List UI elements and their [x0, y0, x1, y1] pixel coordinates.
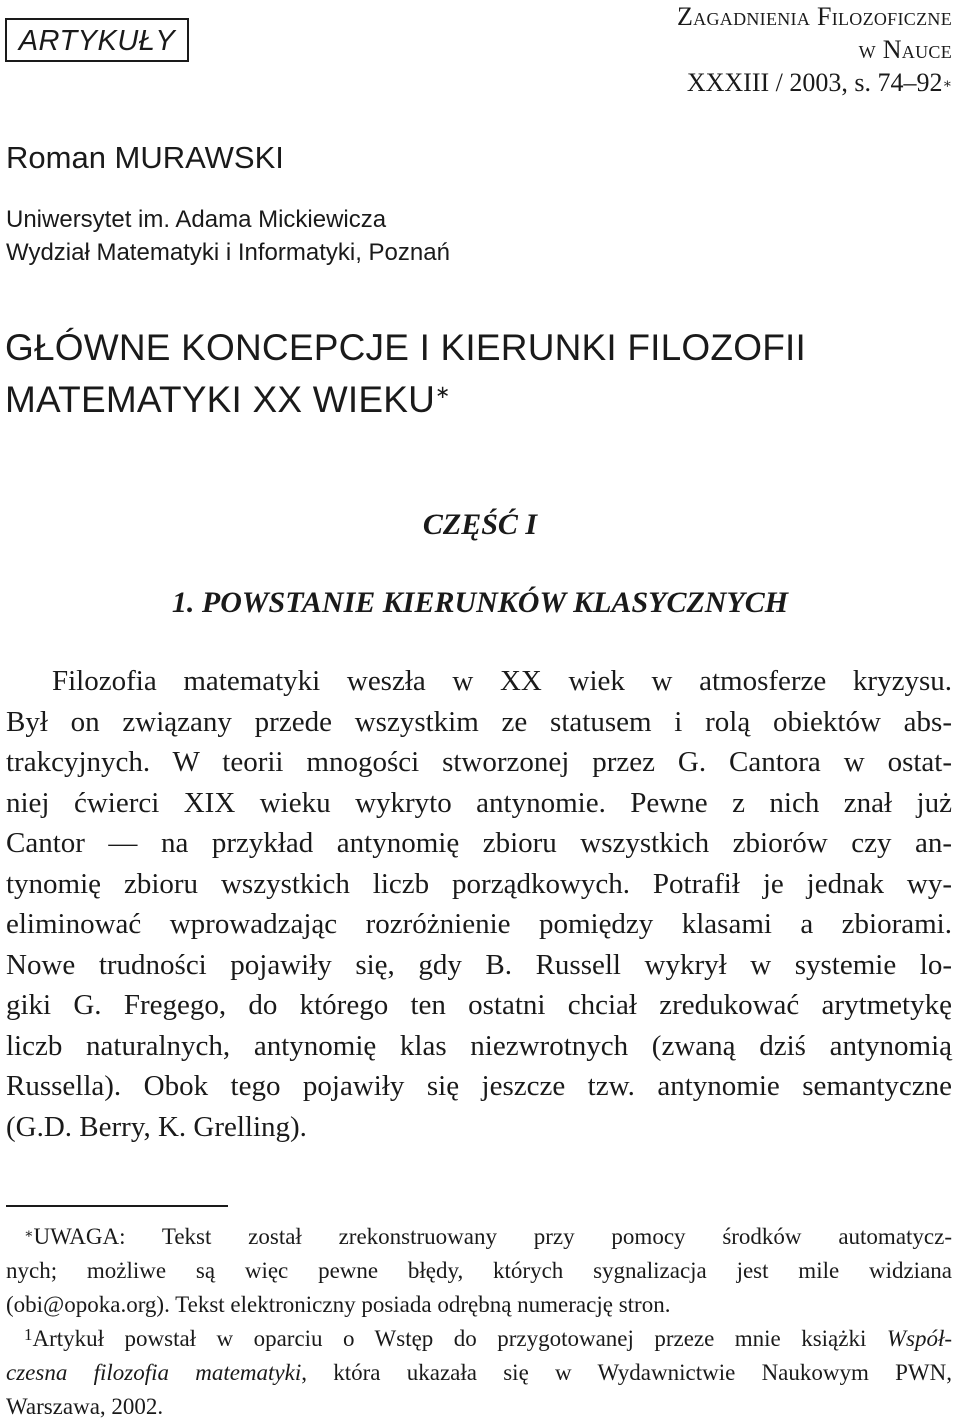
affiliation	[6, 203, 450, 269]
footnote-1-book-title-1: Współ-	[886, 1326, 952, 1351]
footnote-star-line-1	[6, 1220, 952, 1254]
journal-volume: XXXIII / 2003, s. 74–92	[686, 68, 943, 97]
footnote-1-line-2	[6, 1356, 952, 1390]
footnote-star-line-3: (obi@opoka.org). Tekst elektroniczny posiada odrębną numerację stron.	[6, 1292, 671, 1317]
body-line: giki G. Fregego, do którego ten ostatni chciał zredukować arytmetykę	[6, 989, 952, 1021]
footnote-star-mark: ∗	[24, 1227, 34, 1242]
footnote-divider	[6, 1205, 228, 1207]
body-line: Russella). Obok tego pojawiły się jeszcze tzw. antynomie semantyczne	[6, 1070, 952, 1102]
footnote-1-book-title-2: czesna filozofia matematyki	[6, 1360, 302, 1385]
body-line: niej ćwierci XIX wieku wykryto antynomie. Pewne z nich znał już	[6, 786, 952, 819]
body-line: (G.D. Berry, K. Grelling).	[6, 1110, 307, 1143]
title-line-2	[5, 374, 806, 432]
footnote-1-mark: 1	[24, 1325, 33, 1344]
body-line: Filozofia matematyki weszła w XX wiek w atmosferze kryzysu.	[52, 665, 952, 697]
section-label: ARTYKUŁY	[5, 18, 189, 62]
section-heading: 1. POWSTANIE KIERUNKÓW KLASYCZNYCH	[171, 586, 789, 619]
body-line: Cantor — na przykład antynomię zbioru wszystkich zbiorów czy an-	[6, 827, 952, 859]
footnote-star-text-1: UWAGA: Tekst został zrekonstruowany przy pomocy środków automatycz-	[33, 1224, 952, 1249]
journal-issue	[677, 66, 952, 99]
journal-name: Zagadnienia Filozoficzne	[676, 2, 952, 31]
body-line: Nowe trudności pojawiły się, gdy B. Russell wykrył w systemie lo-	[6, 948, 952, 981]
body-line: eliminować wprowadzając rozróżnienie pomiędzy klasami a zbiorami.	[6, 908, 952, 940]
title-line-1: GŁÓWNE KONCEPCJE I KIERUNKI FILOZOFII	[5, 327, 806, 368]
affiliation-faculty: Wydział Matematyki i Informatyki, Poznań	[6, 239, 450, 266]
body-line: Był on związany przede wszystkim ze statusem i rolą obiektów abs-	[6, 705, 952, 738]
title-line-2-text: MATEMATYKI XX WIEKU	[5, 379, 436, 420]
article-title	[5, 322, 806, 432]
body-line: trakcyjnych. W teorii mnogości stworzonej przez G. Cantora w ostat-	[6, 746, 952, 778]
title-footnote-mark: ∗	[435, 382, 451, 402]
journal-info	[677, 0, 952, 99]
footnote-star-line-2: nych; możliwe są więc pewne błędy, których sygnalizacja jest mile widziana	[6, 1258, 952, 1283]
body-paragraph	[6, 661, 952, 1147]
body-line: tynomię zbioru wszystkich liczb porządkowych. Potrafił je jednak wy-	[6, 867, 952, 900]
footnote-1-line-3: Warszawa, 2002.	[6, 1394, 164, 1419]
journal-name-cont: w Nauce	[858, 35, 952, 64]
footnote-1-line-1	[6, 1322, 952, 1356]
footnote-1-text-2: , która ukazała się w Wydawnictwie Naukowym PWN,	[301, 1360, 952, 1385]
part-label: CZĘŚĆ I	[422, 508, 538, 541]
footnotes	[6, 1220, 952, 1424]
author-name: Roman MURAWSKI	[6, 140, 284, 175]
footnote-1-text-1: Artykuł powstał w oparciu o Wstęp do przygotowanej przeze mnie książki	[32, 1326, 887, 1351]
journal-footnote-mark: ∗	[942, 77, 952, 92]
affiliation-university: Uniwersytet im. Adama Mickiewicza	[6, 206, 387, 233]
body-line: liczb naturalnych, antynomię klas niezwrotnych (zwaną dziś antynomią	[6, 1029, 952, 1062]
